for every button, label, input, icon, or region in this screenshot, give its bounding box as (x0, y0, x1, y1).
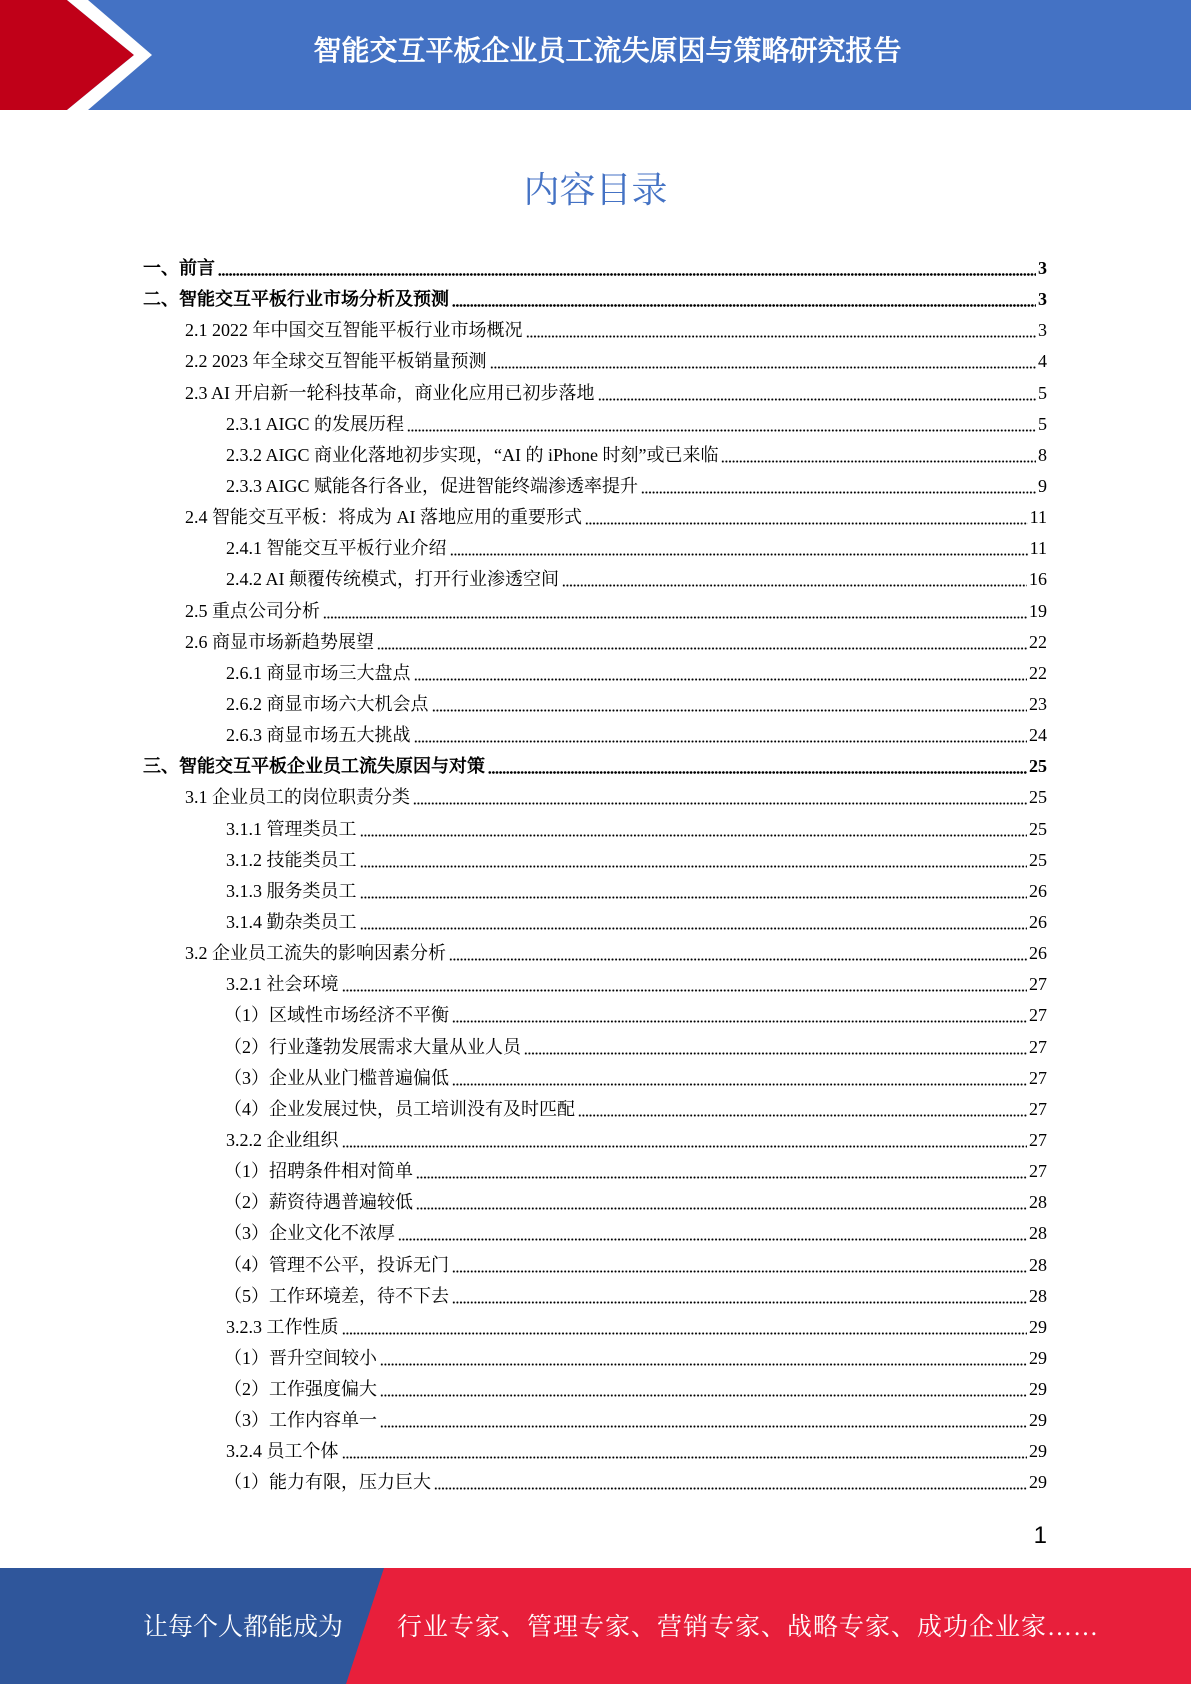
toc-entry-page: 11 (1029, 538, 1047, 559)
toc-entry-label: （3）企业文化不浓厚 (224, 1223, 395, 1244)
toc-entry-label: （1）能力有限，压力巨大 (224, 1472, 431, 1493)
toc-entry-page: 29 (1029, 1316, 1047, 1337)
toc-entry-label: 一、前言 (143, 258, 215, 278)
toc-entry-label: 2.6.3 商显市场五大挑战 (226, 725, 411, 746)
toc-leader-dots (342, 969, 1028, 1000)
toc-leader-dots (407, 409, 1036, 440)
footer-slogan-left: 让每个人都能成为 (143, 1614, 344, 1641)
toc-entry[interactable] (143, 1405, 1047, 1436)
toc-leader-dots (432, 689, 1028, 720)
toc-entry-page: 27 (1029, 974, 1047, 995)
toc-entry-label: 2.4 智能交互平板：将成为 AI 落地应用的重要形式 (185, 507, 582, 528)
toc-entry-page: 19 (1029, 600, 1047, 621)
toc-entry[interactable] (143, 1032, 1047, 1063)
toc-entry[interactable] (143, 409, 1047, 440)
toc-leader-dots (452, 1281, 1027, 1312)
toc-entry[interactable] (143, 907, 1047, 938)
toc-leader-dots (360, 845, 1028, 876)
toc-leader-dots (360, 907, 1028, 938)
toc-entry-label: 2.6.2 商显市场六大机会点 (226, 693, 429, 714)
toc-entry-label: 3.2.1 社会环境 (226, 974, 339, 995)
toc-leader-dots (416, 1187, 1027, 1218)
toc-entry-page: 25 (1029, 756, 1047, 777)
toc-entry-page: 26 (1029, 880, 1047, 901)
toc-entry-label: 三、智能交互平板企业员工流失原因与对策 (143, 756, 485, 777)
toc-entry-page: 28 (1029, 1192, 1047, 1213)
toc-entry-label: 2.2 2023 年全球交互智能平板销量预测 (185, 351, 487, 372)
toc-entry[interactable] (143, 346, 1047, 377)
toc-entry-page: 3 (1038, 320, 1047, 341)
toc-entry[interactable] (143, 751, 1047, 782)
toc-entry-page: 9 (1038, 475, 1047, 496)
toc-leader-dots (414, 658, 1028, 689)
report-title: 智能交互平板企业员工流失原因与策略研究报告 (313, 35, 902, 66)
header-red-chevron (0, 0, 134, 110)
toc-entry-label: 2.3.2 AIGC 商业化落地初步实现，“AI 的 iPhone 时刻”或已来临 (226, 444, 719, 465)
toc-entry-label: （3）工作内容单一 (224, 1410, 377, 1431)
toc-entry[interactable] (143, 502, 1047, 533)
toc-entry-page: 29 (1029, 1379, 1047, 1400)
toc-entry-page: 29 (1029, 1347, 1047, 1368)
toc-entry[interactable] (143, 1000, 1047, 1031)
toc-leader-dots (414, 720, 1028, 751)
toc-entry-label: 2.6 商显市场新趋势展望 (185, 631, 374, 652)
toc-entry-label: （4）企业发展过快，员工培训没有及时匹配 (224, 1098, 575, 1119)
toc-entry[interactable] (143, 938, 1047, 969)
toc-entry-label: 2.4.2 AI 颠覆传统模式，打开行业渗透空间 (226, 569, 559, 590)
toc-entry[interactable] (143, 1250, 1047, 1281)
toc-leader-dots (342, 1125, 1028, 1156)
toc-leader-dots (488, 751, 1027, 782)
toc-entry-page: 27 (1029, 1129, 1047, 1150)
toc-entry-label: 3.1.1 管理类员工 (226, 818, 357, 839)
toc-entry[interactable] (143, 969, 1047, 1000)
toc-entry-label: 3.2 企业员工流失的影响因素分析 (185, 943, 446, 964)
toc-entry-page: 27 (1029, 1005, 1047, 1026)
toc-leader-dots (585, 502, 1028, 533)
toc-entry-page: 4 (1038, 351, 1047, 372)
toc-entry[interactable] (143, 1094, 1047, 1125)
toc-entry-label: 2.4.1 智能交互平板行业介绍 (226, 538, 447, 559)
toc-leader-dots (578, 1094, 1027, 1125)
toc-leader-dots (377, 627, 1027, 658)
toc-entry-label: 3.1 企业员工的岗位职责分类 (185, 787, 410, 808)
toc-entry-page: 27 (1029, 1036, 1047, 1057)
toc-entry[interactable] (143, 1343, 1047, 1374)
toc-entry[interactable] (143, 378, 1047, 409)
toc-entry[interactable] (143, 253, 1047, 284)
toc-entry[interactable] (143, 814, 1047, 845)
toc-entry-page: 22 (1029, 662, 1047, 683)
toc-entry-page: 11 (1029, 507, 1047, 528)
toc-entry[interactable] (143, 440, 1047, 471)
toc-entry-label: 3.1.4 勤杂类员工 (226, 911, 357, 932)
toc-entry[interactable] (143, 315, 1047, 346)
toc-entry[interactable] (143, 1436, 1047, 1467)
toc-entry[interactable] (143, 845, 1047, 876)
toc-leader-dots (342, 1436, 1028, 1467)
toc-entry[interactable] (143, 1281, 1047, 1312)
toc-entry[interactable] (143, 1467, 1047, 1498)
toc-leader-dots (452, 284, 1036, 315)
toc-entry[interactable] (143, 689, 1047, 720)
toc-leader-dots (526, 315, 1037, 346)
toc-entry-page: 3 (1038, 258, 1047, 278)
toc-entry-label: （3）企业从业门槛普遍偏低 (224, 1067, 449, 1088)
toc-leader-dots (490, 346, 1037, 377)
header-chevron-decoration (0, 0, 160, 110)
toc-entry[interactable] (143, 658, 1047, 689)
toc-entry-label: （2）工作强度偏大 (224, 1379, 377, 1400)
toc-leader-dots (449, 938, 1027, 969)
toc-entry-label: 2.3.3 AIGC 赋能各行各业，促进智能终端渗透率提升 (226, 475, 639, 496)
toc-entry-label: （2）薪资待遇普遍较低 (224, 1192, 413, 1213)
toc-entry-page: 29 (1029, 1410, 1047, 1431)
toc-entry-label: 3.2.3 工作性质 (226, 1316, 339, 1337)
toc-leader-dots (416, 1156, 1027, 1187)
toc-entry-label: （5）工作环境差，待不下去 (224, 1285, 449, 1306)
toc-entry-page: 27 (1029, 1098, 1047, 1119)
toc-entry[interactable] (143, 471, 1047, 502)
toc-entry-page: 28 (1029, 1223, 1047, 1244)
toc-entry-page: 23 (1029, 693, 1047, 714)
toc-entry[interactable] (143, 876, 1047, 907)
toc-entry-page: 25 (1029, 787, 1047, 808)
toc-entry-page: 25 (1029, 818, 1047, 839)
toc-leader-dots (380, 1374, 1027, 1405)
toc-leader-dots (380, 1405, 1027, 1436)
toc-entry-page: 29 (1029, 1441, 1047, 1462)
toc-leader-dots (721, 440, 1036, 471)
toc-leader-dots (452, 1250, 1027, 1281)
toc-leader-dots (413, 782, 1027, 813)
toc-leader-dots (380, 1343, 1027, 1374)
toc-entry-label: （2）行业蓬勃发展需求大量从业人员 (224, 1036, 521, 1057)
toc-entry-page: 28 (1029, 1285, 1047, 1306)
toc-leader-dots (524, 1032, 1027, 1063)
toc-entry-page: 28 (1029, 1254, 1047, 1275)
footer-banner (0, 1568, 1191, 1684)
toc-entry-label: 2.6.1 商显市场三大盘点 (226, 662, 411, 683)
toc-entry[interactable] (143, 1125, 1047, 1156)
toc-entry[interactable] (143, 596, 1047, 627)
toc-entry-label: （1）晋升空间较小 (224, 1347, 377, 1368)
toc-entry-label: 3.1.2 技能类员工 (226, 849, 357, 870)
toc-entry[interactable] (143, 1312, 1047, 1343)
toc-leader-dots (452, 1000, 1027, 1031)
toc-entry-label: 3.1.3 服务类员工 (226, 880, 357, 901)
toc-entry-label: （1）招聘条件相对简单 (224, 1161, 413, 1182)
toc-entry-page: 5 (1038, 413, 1047, 434)
toc-entry-page: 26 (1029, 943, 1047, 964)
toc-entry-label: 2.5 重点公司分析 (185, 600, 320, 621)
toc-entry-page: 5 (1038, 382, 1047, 403)
toc-leader-dots (360, 814, 1028, 845)
toc-leader-dots (342, 1312, 1028, 1343)
toc-entry-label: （1）区域性市场经济不平衡 (224, 1005, 449, 1026)
toc-entry[interactable] (143, 533, 1047, 564)
table-of-contents (143, 253, 1047, 1499)
toc-entry-label: 3.2.4 员工个体 (226, 1441, 339, 1462)
toc-leader-dots (434, 1467, 1027, 1498)
footer-slogan-right: 行业专家、管理专家、营销专家、战略专家、成功企业家…… (397, 1614, 1100, 1641)
toc-heading: 内容目录 (523, 169, 668, 210)
toc-entry-label: 2.1 2022 年中国交互智能平板行业市场概况 (185, 320, 523, 341)
toc-entry-page: 27 (1029, 1067, 1047, 1088)
toc-entry[interactable] (143, 284, 1047, 315)
toc-entry-page: 22 (1029, 631, 1047, 652)
toc-entry[interactable] (143, 1063, 1047, 1094)
toc-entry-page: 24 (1029, 725, 1047, 746)
toc-leader-dots (450, 533, 1028, 564)
toc-entry-page: 8 (1038, 444, 1047, 465)
toc-leader-dots (398, 1218, 1027, 1249)
toc-entry[interactable] (143, 1218, 1047, 1249)
report-header-bar (0, 0, 1191, 110)
page-number: 1 (1033, 1522, 1047, 1549)
toc-entry-page: 25 (1029, 849, 1047, 870)
toc-entry-label: 2.3 AI 开启新一轮科技革命，商业化应用已初步落地 (185, 382, 595, 403)
toc-entry-page: 3 (1038, 289, 1047, 310)
toc-leader-dots (562, 564, 1027, 595)
toc-entry-page: 16 (1029, 569, 1047, 590)
toc-entry-label: 二、智能交互平板行业市场分析及预测 (143, 289, 449, 310)
toc-entry[interactable] (143, 1187, 1047, 1218)
toc-entry[interactable] (143, 564, 1047, 595)
toc-entry-page: 26 (1029, 911, 1047, 932)
toc-entry-label: 2.3.1 AIGC 的发展历程 (226, 413, 405, 434)
toc-leader-dots (360, 876, 1028, 907)
toc-leader-dots (218, 253, 1036, 284)
toc-leader-dots (641, 471, 1036, 502)
toc-entry[interactable] (143, 1374, 1047, 1405)
toc-entry[interactable] (143, 1156, 1047, 1187)
toc-leader-dots (452, 1063, 1027, 1094)
toc-entry-label: （4）管理不公平，投诉无门 (224, 1254, 449, 1275)
toc-entry[interactable] (143, 720, 1047, 751)
toc-entry-page: 29 (1029, 1472, 1047, 1493)
toc-entry-label: 3.2.2 企业组织 (226, 1129, 339, 1150)
toc-entry[interactable] (143, 627, 1047, 658)
toc-leader-dots (323, 596, 1027, 627)
toc-leader-dots (598, 378, 1037, 409)
toc-entry[interactable] (143, 782, 1047, 813)
toc-entry-page: 27 (1029, 1161, 1047, 1182)
